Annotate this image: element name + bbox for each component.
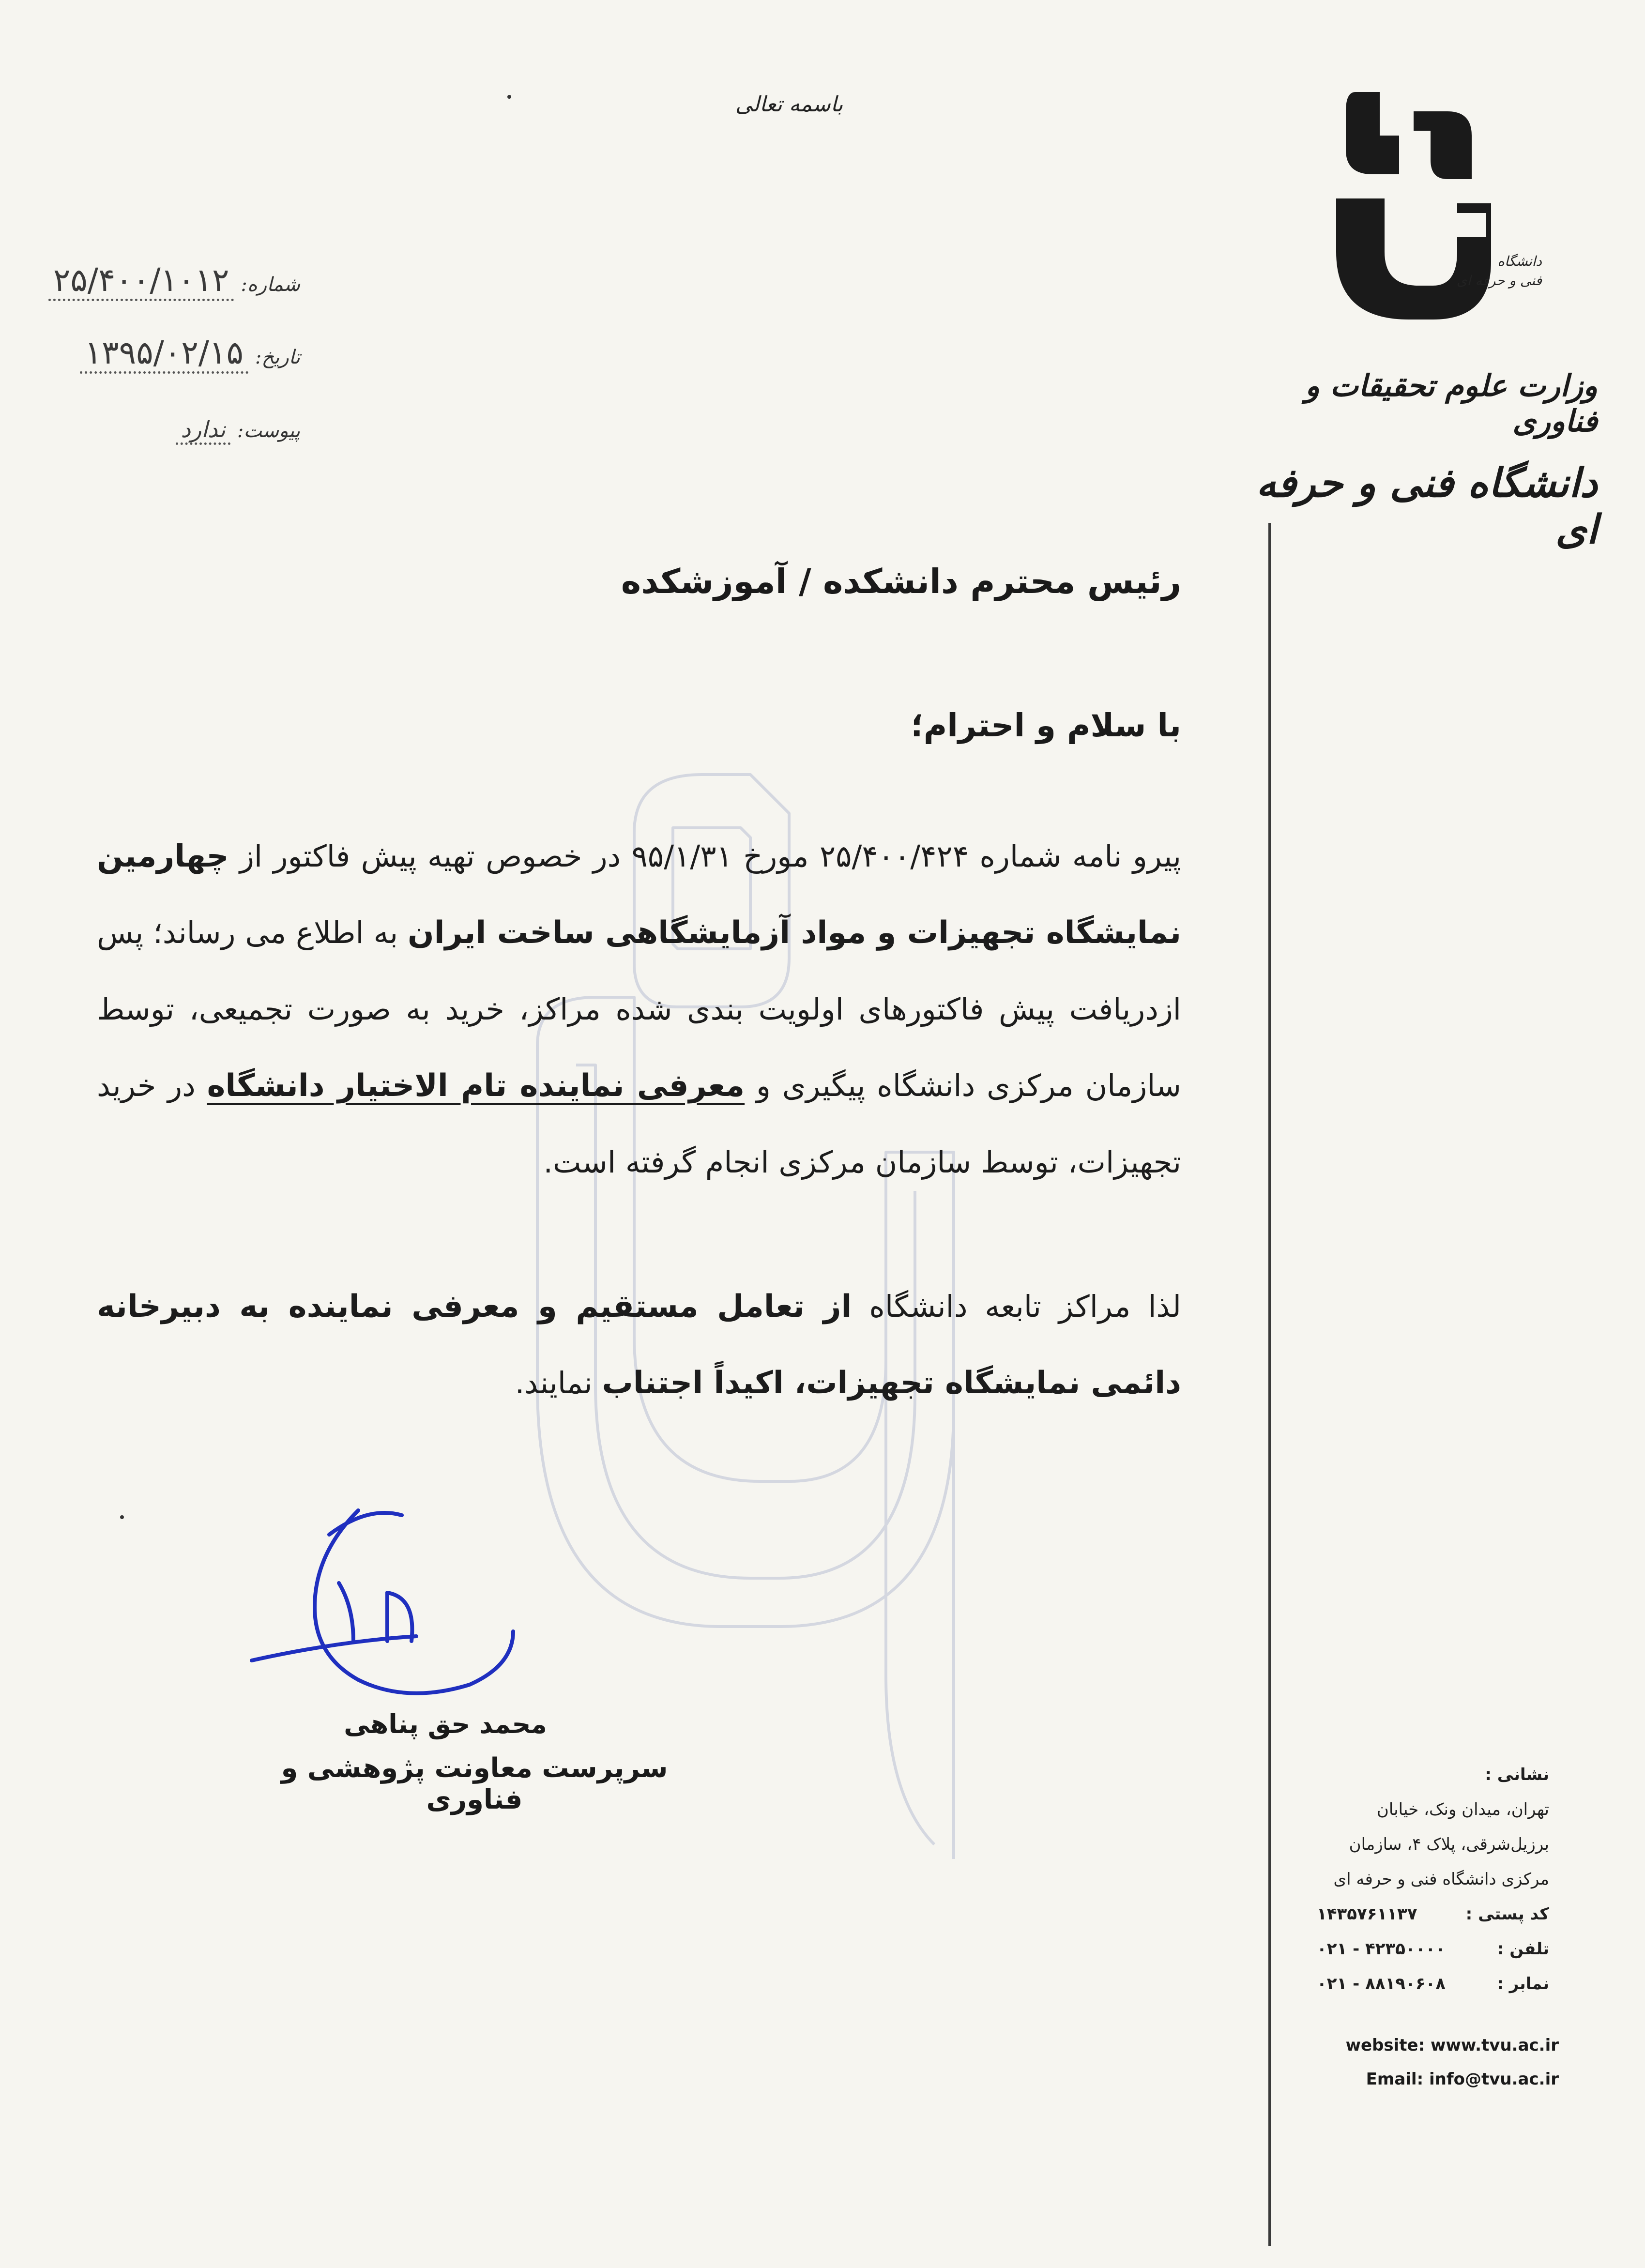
p2-text-c: نمایند. bbox=[515, 1365, 602, 1400]
letter-greeting: با سلام و احترام؛ bbox=[911, 707, 1181, 744]
signer-title: سرپرست معاونت پژوهشی و فناوری bbox=[281, 1752, 668, 1815]
logo-caption-line-1: دانشگاه bbox=[1497, 253, 1542, 269]
letter-number-value: ۲۵/۴۰۰/۱۰۱۲ bbox=[48, 261, 234, 301]
address-line-2: برزیل‌شرقی، پلاک ۴، سازمان bbox=[1349, 1835, 1549, 1854]
signer-name: محمد حق پناهی bbox=[344, 1709, 547, 1739]
letter-salutation: رئیس محترم دانشکده / آموزشکده bbox=[621, 562, 1181, 601]
postal-code-row bbox=[1317, 1897, 1549, 1932]
web-contact-block bbox=[1307, 2028, 1559, 2096]
address-label: نشانی : bbox=[1485, 1765, 1549, 1784]
postal-code-label: کد پستی : bbox=[1465, 1904, 1549, 1924]
letter-attachment-value: ندارد bbox=[176, 416, 230, 445]
postal-code-value: ۱۴۳۵۷۶۱۱۳۷ bbox=[1317, 1904, 1417, 1924]
p1-text-a: پیرو نامه شماره ۲۵/۴۰۰/۴۲۴ مورخ ۹۵/۱/۳۱ در خصوص تهیه پیش فاکتور از bbox=[228, 838, 1181, 874]
phone-value: ۰۲۱ - ۴۲۳۵۰۰۰۰ bbox=[1317, 1939, 1446, 1959]
letter-date-value: ۱۳۹۵/۰۲/۱۵ bbox=[80, 334, 248, 374]
p1-text-e: در خرید تجهیزات، توسط سازمان مرکزی انجام گرفته است. bbox=[97, 1068, 1181, 1180]
website-link[interactable]: website: www.tvu.ac.ir bbox=[1345, 2036, 1559, 2055]
scan-speck bbox=[120, 1515, 124, 1519]
letter-number-label: شماره: bbox=[241, 274, 300, 296]
letter-date-label: تاریخ: bbox=[255, 346, 300, 368]
letter-paragraph-2 bbox=[97, 1268, 1181, 1421]
email-link[interactable]: Email: info@tvu.ac.ir bbox=[1366, 2070, 1559, 2089]
letter-number-row bbox=[39, 261, 300, 301]
p1-bold-exhibition: چهارمین نمایشگاه تجهیزات و مواد آزمایشگاهی ساخت ایران bbox=[97, 838, 1182, 951]
p2-text-a: لذا مراکز تابعه دانشگاه bbox=[852, 1289, 1181, 1324]
address-line-1: تهران، میدان ونک، خیابان bbox=[1376, 1800, 1549, 1819]
letter-paragraph-1 bbox=[97, 818, 1181, 1201]
university-name: دانشگاه فنی و حرفه ای bbox=[1256, 460, 1598, 553]
p1-bold-underlined-representative: معرفی نماینده تام الاختیار دانشگاه bbox=[207, 1068, 745, 1104]
phone-row bbox=[1317, 1932, 1549, 1966]
p2-bold-instruction: از تعامل مستقیم و معرفی نماینده به دبیرخانه دائمی نمایشگاه تجهیزات، اکیداً اجتناب bbox=[97, 1289, 1181, 1401]
margin-divider bbox=[1268, 523, 1271, 2246]
logo-caption bbox=[1445, 252, 1542, 290]
letter-attachment-row bbox=[97, 416, 300, 445]
address-block bbox=[1317, 1757, 1549, 2001]
address-line-3: مرکزی دانشگاه فنی و حرفه ای bbox=[1333, 1870, 1549, 1889]
p1-text-c: به اطلاع می رساند؛ پس ازدریافت پیش فاکتورهای اولویت بندی شده مراکز، خرید به صورت تجمیعی، توسط سازمان مرکزی دانشگاه پیگیری و bbox=[97, 915, 1181, 1103]
university-logo bbox=[1326, 92, 1530, 334]
letter-date-row bbox=[19, 334, 300, 374]
scan-speck bbox=[507, 95, 511, 99]
fax-value: ۰۲۱ - ۸۸۱۹۰۶۰۸ bbox=[1317, 1974, 1446, 1994]
phone-label: تلفن : bbox=[1497, 1939, 1549, 1959]
fax-row bbox=[1317, 1966, 1549, 2001]
ministry-name: وزارت علوم تحقیقات و فناوری bbox=[1305, 368, 1598, 439]
letter-attachment-label: پیوست: bbox=[237, 420, 300, 442]
logo-caption-line-2: فنی و حرفه ای bbox=[1456, 273, 1542, 289]
fax-label: نمابر : bbox=[1497, 1974, 1549, 1994]
besmellah-text: باسمه تعالی bbox=[735, 92, 843, 117]
